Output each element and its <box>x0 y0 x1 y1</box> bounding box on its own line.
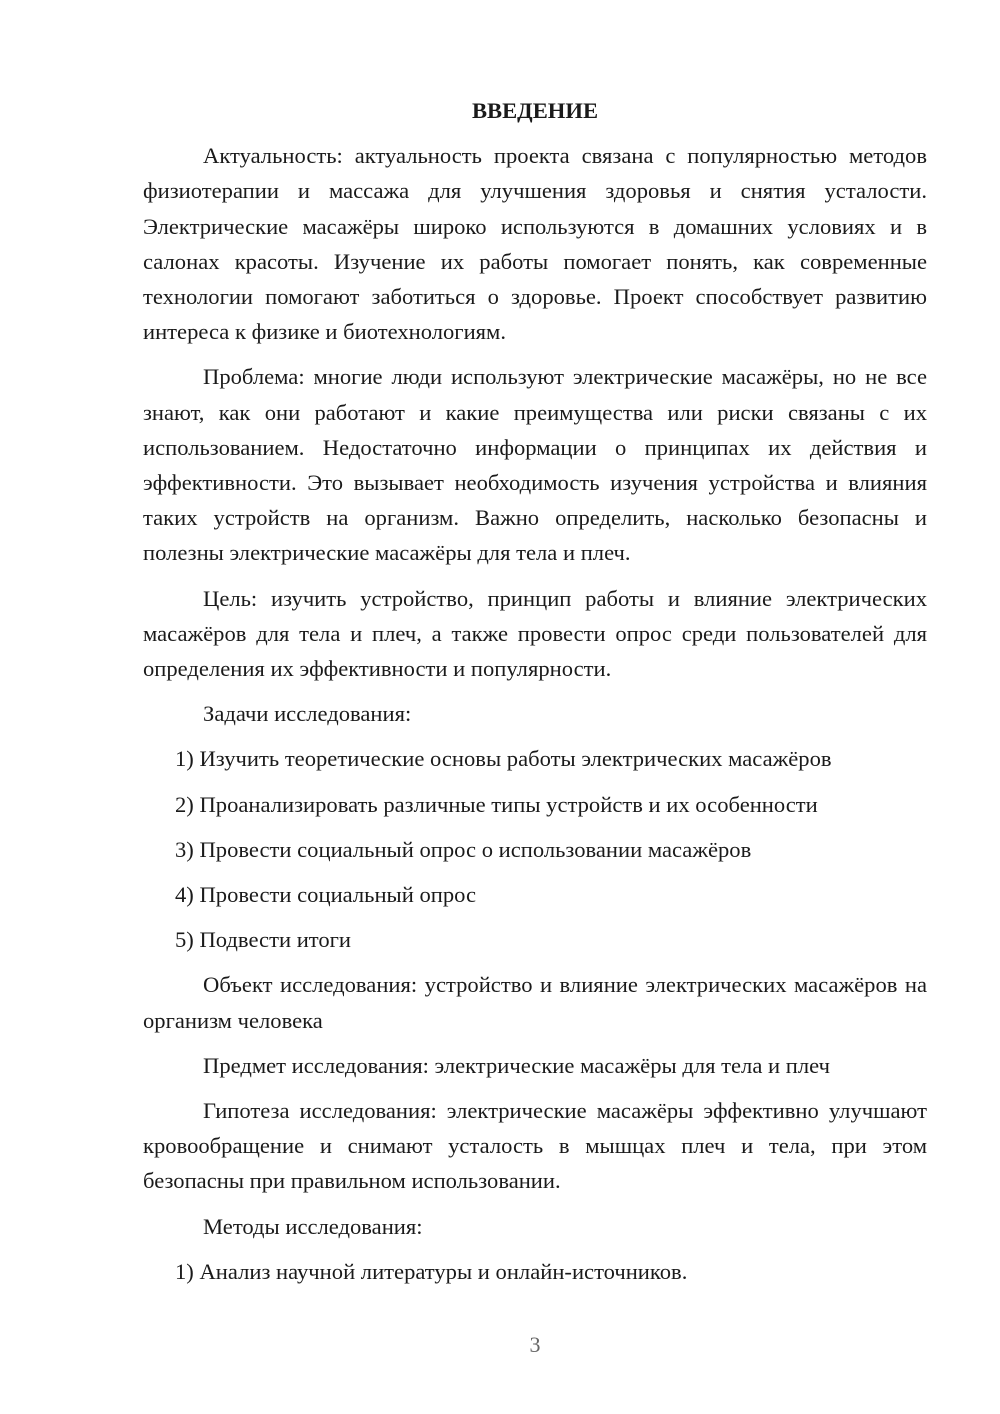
task-item: 2) Проанализировать различные типы устройств и их особенности <box>175 791 818 817</box>
page-content <box>143 93 927 1299</box>
page-number: 3 <box>529 1332 541 1357</box>
tasks-heading: Задачи исследования: <box>203 701 412 727</box>
task-item: 3) Провести социальный опрос о использовании масажёров <box>175 836 752 862</box>
actuality-paragraph: Актуальность: актуальность проекта связана с популярностью методов физиотерапии и массажа для улучшения здоровья и снятия усталости. Электрические масажёры широко используются в домашних условиях и в салонах красоты. Изучение их работы помогает понять, как современные технологии помогают заботиться о здоровье. Проект способствует развитию интереса к физике и биотехнологиям. <box>143 143 927 345</box>
problem-paragraph: Проблема: многие люди используют электрические масажёры, но не все знают, как они работают и какие преимущества или риски связаны с их использованием. Недостаточно информации о принципах их действия и эффективности. Это вызывает необходимость изучения устройства и влияния таких устройств на организм. Важно определить, насколько безопасны и полезны электрические масажёры для тела и плеч. <box>143 364 927 566</box>
task-item: 4) Провести социальный опрос <box>175 882 477 908</box>
methods-heading: Методы исследования: <box>203 1213 423 1239</box>
task-item: 5) Подвести итоги <box>175 927 352 953</box>
object-paragraph: Объект исследования: устройство и влияние электрических масажёров на организм человека <box>143 972 927 1033</box>
hypothesis-paragraph: Гипотеза исследования: электрические масажёры эффективно улучшают кровообращение и снимают усталость в мышцах плеч и тела, при этом безопасны при правильном использовании. <box>143 1098 927 1194</box>
section-title: ВВЕДЕНИЕ <box>471 98 599 123</box>
task-item: 1) Изучить теоретические основы работы электрических масажёров <box>175 746 832 772</box>
goal-paragraph: Цель: изучить устройство, принцип работы и влияние электрических масажёров для тела и плеч, а также провести опрос среди пользователей для определения их эффективности и популярности. <box>143 585 927 682</box>
subject-paragraph: Предмет исследования: электрические масажёры для тела и плеч <box>203 1052 830 1078</box>
method-item: 1) Анализ научной литературы и онлайн-источников. <box>175 1258 688 1284</box>
